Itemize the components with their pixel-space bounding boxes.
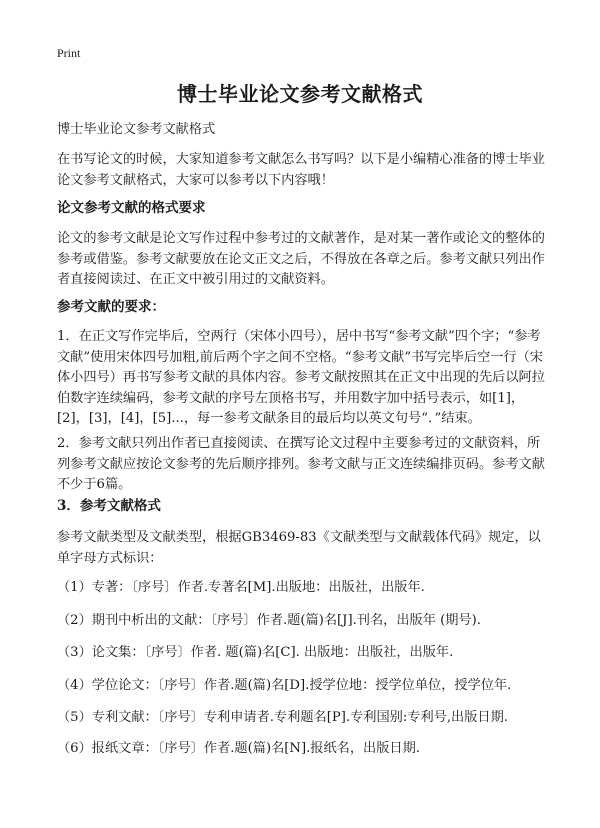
reference-format-intro: 参考文献类型及文献类型，根据GB3469-83《文献类型与文献载体代码》规定，以单字母方式标识： xyxy=(57,530,541,566)
subtitle: 博士毕业论文参考文献格式 xyxy=(57,122,216,137)
intro-paragraph: 在书写论文的时候，大家知道参考文献怎么书写吗？以下是小编精心准备的博士毕业论文参考文献格式，大家可以参考以下内容哦！ xyxy=(57,152,545,188)
section-heading-format-requirements: 论文参考文献的格式要求 xyxy=(57,200,206,216)
requirement-item-1: 1．在正文写作完毕后，空两行（宋体小四号），居中书写“参考文献”四个字；“参考文献”使用宋体四号加粗,前后两个字之间不空格。“参考文献”书写完毕后空一行（宋体小四号）再书写参考文献的具体内容。参考文献按照其在正文中出现的先后以阿拉伯数字连续编码，参考文献的序号左顶格书写，并用数字加中括号表示，如[1]，[2]，[3]，[4]，[5]...，每一参考文献条目的最后均以英文句号“．”结束。 xyxy=(57,329,545,426)
print-label: Print xyxy=(57,46,81,60)
reference-type-newspaper: （6）报纸文章：〔序号〕作者.题(篇)名[N].报纸名，出版日期. xyxy=(57,741,420,756)
page-title: 博士毕业论文参考文献格式 xyxy=(177,82,423,106)
requirement-item-2: 2．参考文献只列出作者已直接阅读、在撰写论文过程中主要参考过的文献资料，所列参考文献应按论文参考的先后顺序排列。参考文献与正文连续编排页码。参考文献不少于6篇。 xyxy=(57,436,545,492)
reference-type-patent: （5）专利文献：〔序号〕专利申请者.专利题名[P].专利国别:专利号,出版日期. xyxy=(57,710,508,725)
reference-type-monograph: （1）专著：〔序号〕作者.专著名[M].出版地：出版社，出版年. xyxy=(57,580,425,595)
reference-type-journal: （2）期刊中析出的文献：〔序号〕作者.题(篇)名[J].刊名，出版年 (期号). xyxy=(57,613,481,628)
format-requirements-paragraph: 论文的参考文献是论文写作过程中参考过的文献著作，是对某一著作或论文的整体的参考或借鉴。参考文献要放在论文正文之后，不得放在各章之后。参考文献只列出作者直接阅读过、在正文中被引用过的文献资料。 xyxy=(57,231,545,287)
reference-type-proceedings: （3）论文集：〔序号〕作者. 题(篇)名[C]. 出版地：出版社，出版年. xyxy=(57,645,454,660)
section-heading-requirements: 参考文献的要求： xyxy=(57,299,165,315)
section-heading-reference-format: 3．参考文献格式 xyxy=(57,498,161,514)
reference-type-thesis: （4）学位论文：〔序号〕作者.题(篇)名[D].授学位地：授学位单位，授学位年. xyxy=(57,678,512,693)
